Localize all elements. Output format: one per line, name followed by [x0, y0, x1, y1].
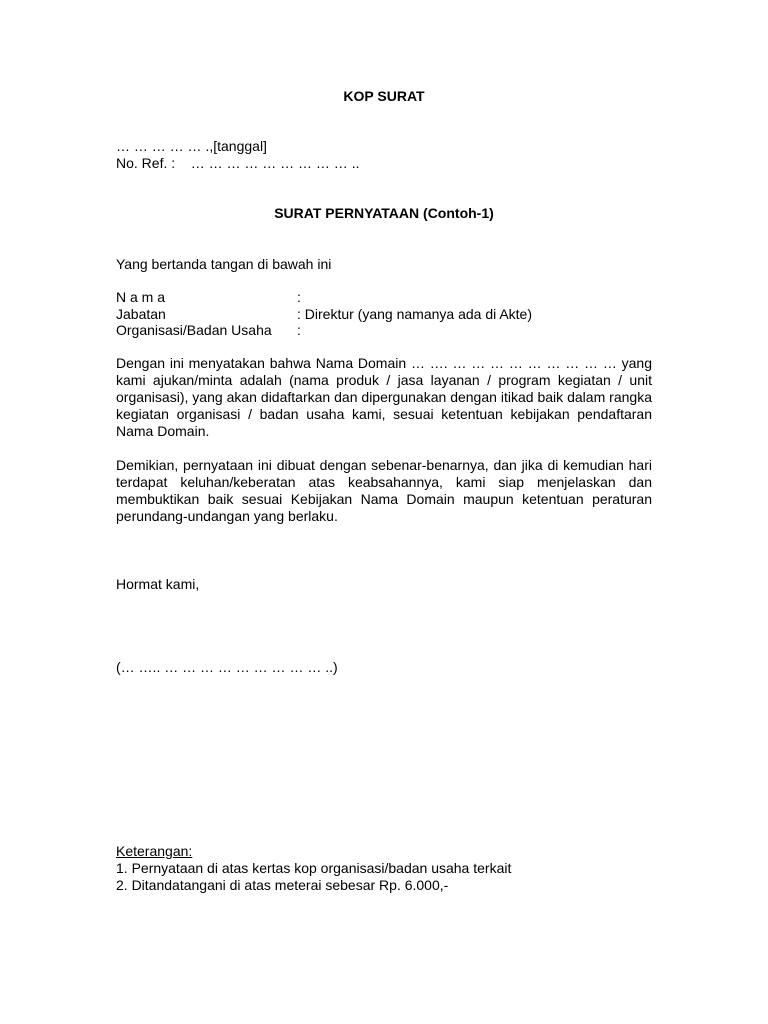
closing-salutation: Hormat kami,	[116, 576, 200, 592]
notes-heading: Keterangan:	[116, 843, 193, 859]
note-item: 1. Pernyataan di atas kertas kop organisasi/badan usaha terkait	[116, 860, 512, 876]
field-label-nama: N a m a	[116, 289, 166, 305]
field-value-nama: :	[297, 289, 301, 305]
note-item: 2. Ditandatangani di atas meterai sebesar Rp. 6.000,-	[116, 877, 449, 893]
field-value-jabatan: : Direktur (yang namanya ada di Akte)	[297, 306, 533, 322]
reference-number-line: No. Ref. : … … … … … … … … … ..	[116, 155, 360, 171]
statement-paragraph: Dengan ini menyatakan bahwa Nama Domain … …. … … … … … … … … … yang kami ajukan/minta adalah (nama produk / jasa layanan / program kegiatan / unit organisasi), yang akan didaftarkan dan dipergunakan dengan itikad baik dalam rangka kegiatan organisasi / badan usaha kami, sesuai ketentuan kebijakan pendaftaran Nama Domain.	[116, 355, 652, 439]
signature-placeholder: (… ….. … … … … … … … … … ..)	[116, 659, 338, 675]
field-value-organisasi: :	[297, 322, 301, 338]
date-line: … … … … … .,[tanggal]	[116, 138, 267, 154]
kop-surat-title: KOP SURAT	[343, 88, 425, 104]
field-label-jabatan: Jabatan	[116, 306, 166, 322]
intro-text: Yang bertanda tangan di bawah ini	[116, 256, 332, 272]
field-label-organisasi: Organisasi/Badan Usaha	[116, 322, 272, 338]
closing-paragraph: Demikian, pernyataan ini dibuat dengan sebenar-benarnya, dan jika di kemudian hari terdapat keluhan/keberatan atas keabsahannya, kami siap menjelaskan dan membuktikan baik sesuai Kebijakan Nama Domain maupun ketentuan peraturan perundang-undangan yang berlaku.	[116, 457, 652, 524]
document-title: SURAT PERNYATAAN (Contoh-1)	[274, 205, 494, 221]
